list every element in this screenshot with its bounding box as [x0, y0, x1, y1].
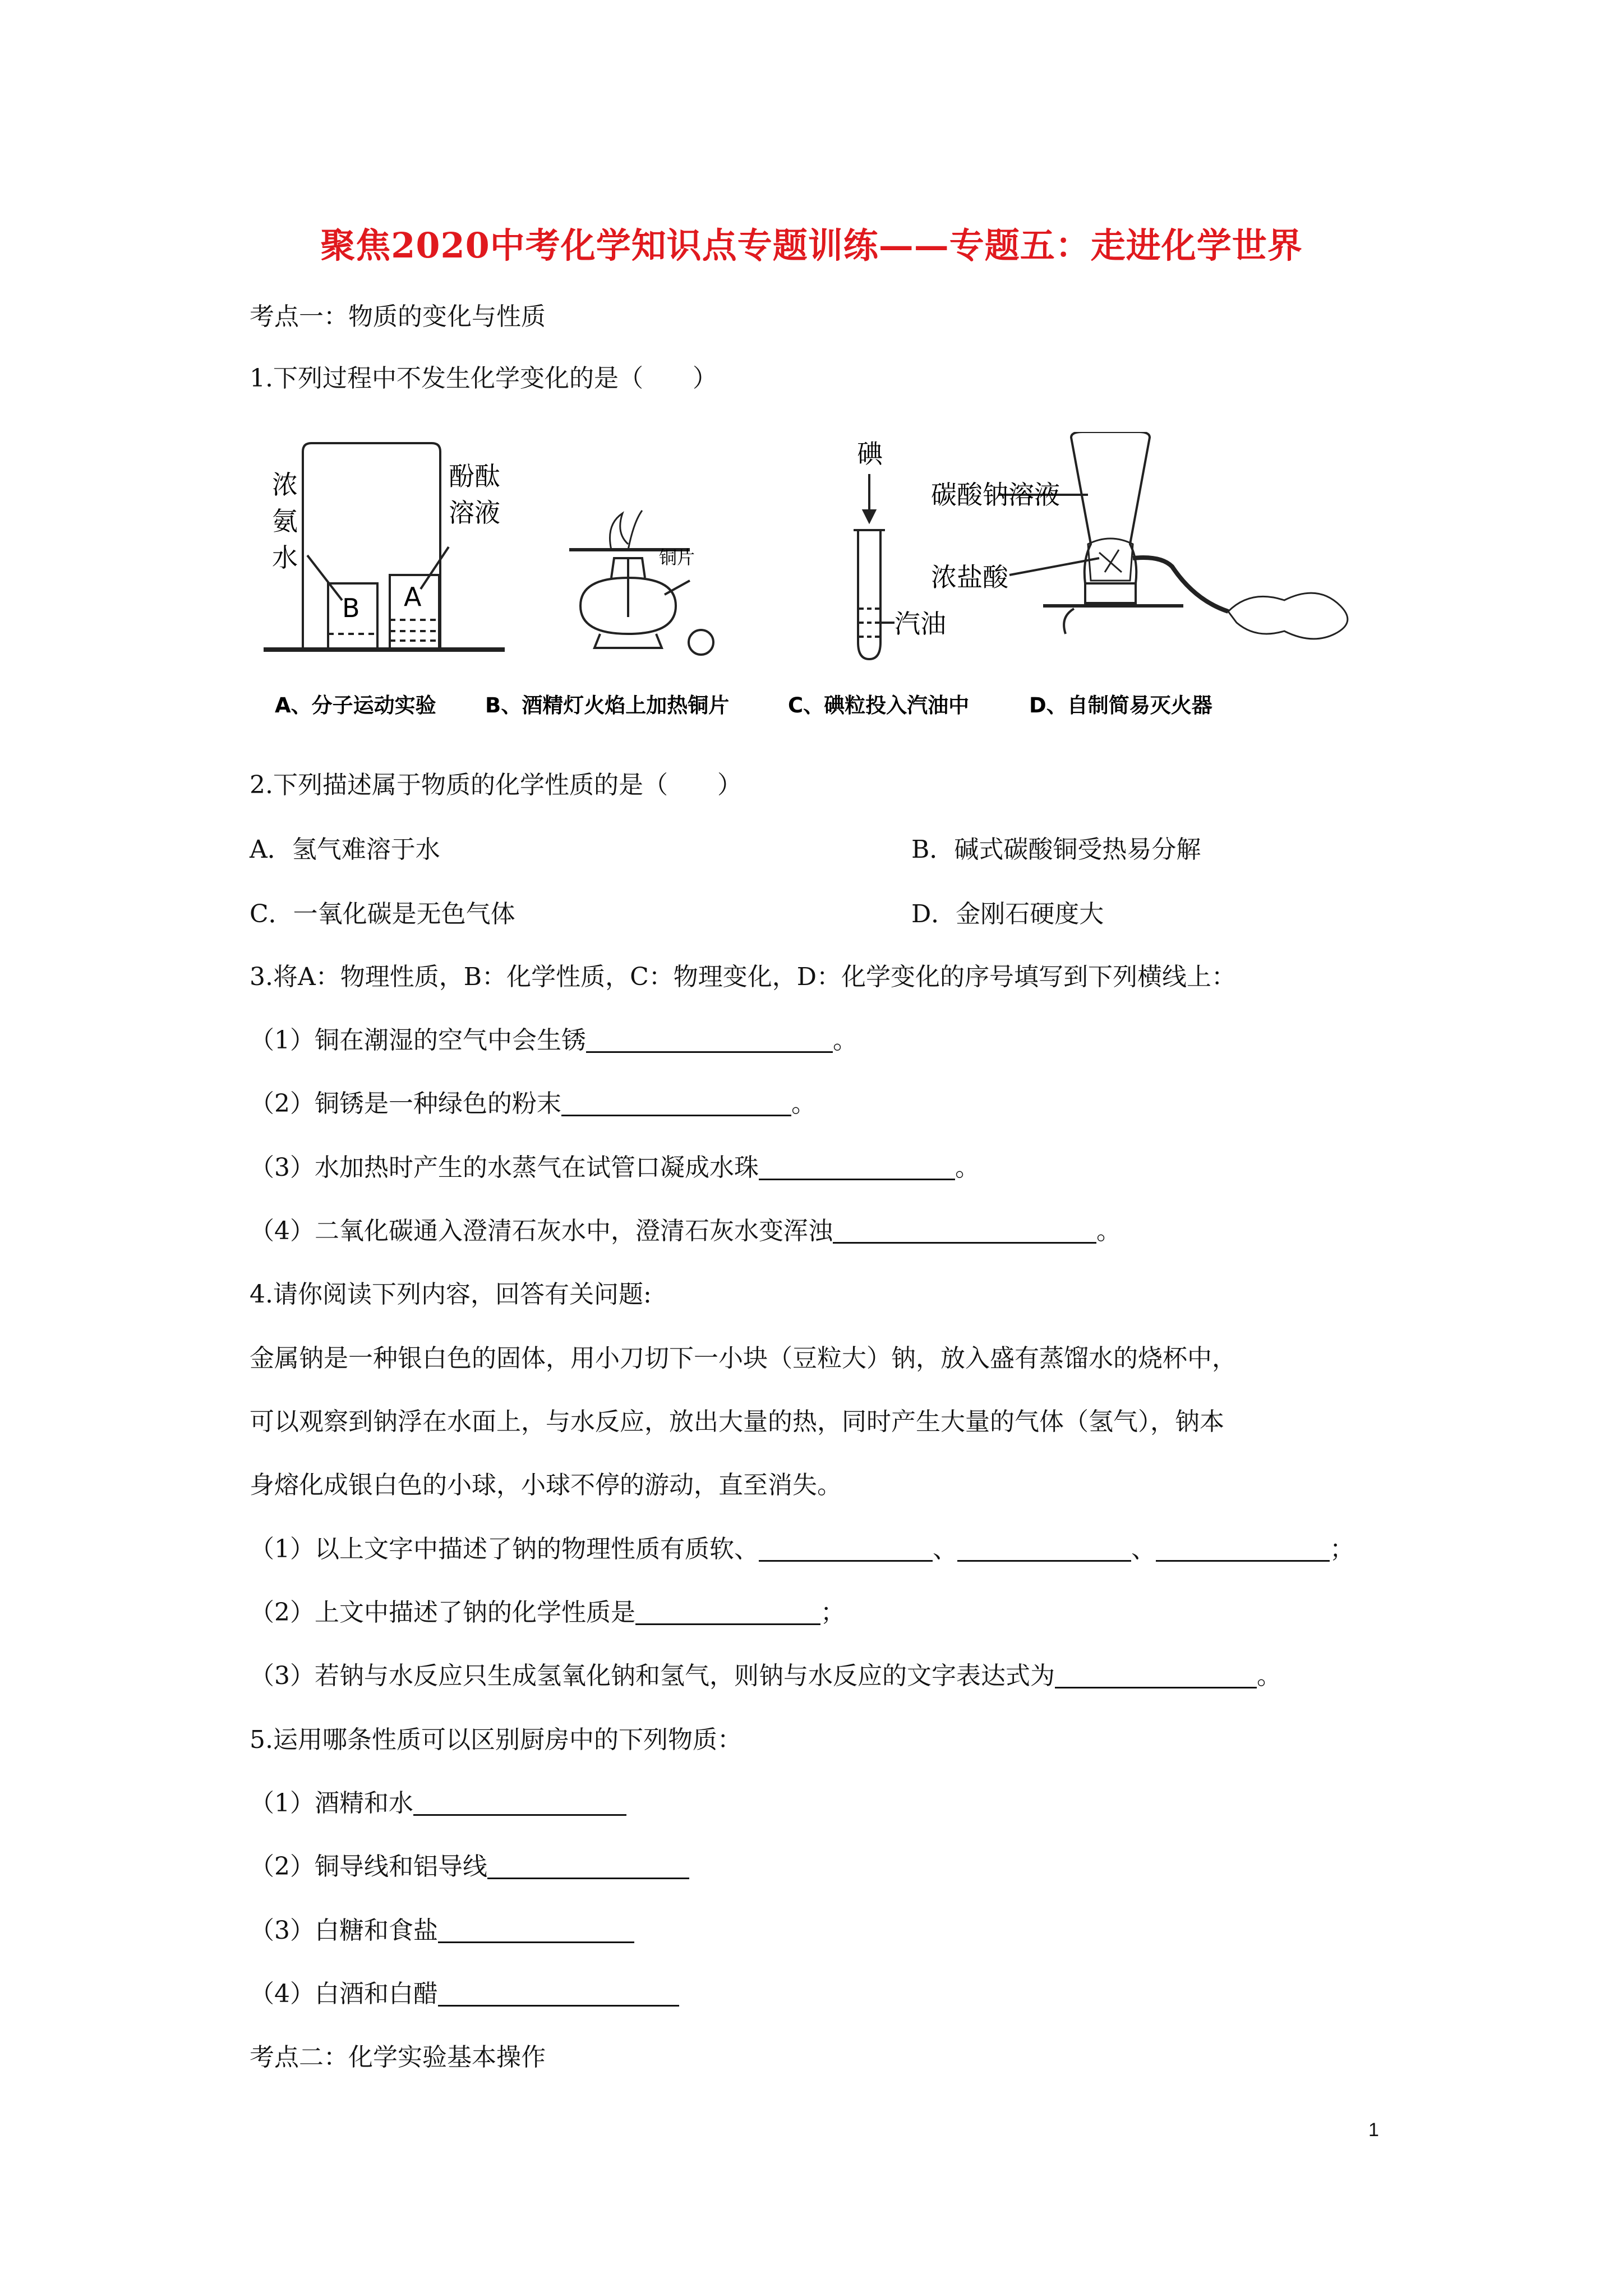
- question-5-stem: 5.运用哪条性质可以区别厨房中的下列物质：: [250, 1726, 742, 1754]
- answer-blank[interactable]: [561, 1088, 791, 1116]
- foam-spray: [1228, 593, 1348, 639]
- label-iodine: 碘: [857, 439, 883, 469]
- question-3-item-4: （4）二氧化碳通入澄清石灰水中，澄清石灰水变浑浊 。: [250, 1214, 1121, 1248]
- answer-blank[interactable]: [1156, 1533, 1330, 1562]
- caption-b: B、酒精灯火焰上加热铜片: [485, 693, 730, 717]
- label-beaker-a: A: [404, 582, 422, 612]
- question-4-item-1: （1）以上文字中描述了钠的物理性质有质软、 、 、 ；: [250, 1533, 1354, 1566]
- answer-blank[interactable]: [413, 1787, 626, 1816]
- option-c: C．一氧化碳是无色气体: [250, 900, 515, 928]
- section-heading-1: 考点一：物质的变化与性质: [250, 302, 546, 331]
- passage-line-2: 可以观察到钠浮在水面上，与水反应，放出大量的热，同时产生大量的气体（氢气），钠本: [250, 1407, 1224, 1436]
- answer-blank[interactable]: [635, 1596, 820, 1625]
- label-ammonia-1: 浓: [272, 470, 298, 500]
- option-d: D．金刚石硬度大: [911, 900, 1104, 928]
- question-3-item-3: （3）水加热时产生的水蒸气在试管口凝成水珠 。: [250, 1151, 980, 1185]
- question-3-item-1: （1）铜在潮湿的空气中会生锈 。: [250, 1024, 857, 1057]
- caption-d: D、自制简易灭火器: [1029, 693, 1212, 717]
- label-hcl: 浓盐酸: [931, 562, 1008, 592]
- answer-blank[interactable]: [833, 1215, 1096, 1244]
- question-5-item-3: （3）白糖和食盐: [250, 1914, 634, 1948]
- label-beaker-b: B: [342, 593, 360, 623]
- delivery-tube: [1133, 558, 1228, 611]
- label-gasoline: 汽油: [895, 609, 946, 639]
- answer-blank[interactable]: [438, 1978, 679, 2007]
- stopper: [1085, 583, 1136, 603]
- page-title: 聚焦2020中考化学知识点专题训练——专题五：走进化学世界: [320, 225, 1303, 266]
- question-5-item-4: （4）白酒和白醋: [250, 1977, 679, 2011]
- bell-jar: [303, 443, 440, 650]
- answer-blank[interactable]: [1055, 1660, 1257, 1688]
- answer-blank[interactable]: [487, 1851, 689, 1879]
- label-ammonia-3: 水: [272, 542, 298, 573]
- question-3-stem: 3.将A：物理性质，B：化学性质，C：物理变化，D：化学变化的序号填写到下列横线上：: [250, 963, 1237, 991]
- answer-blank[interactable]: [759, 1533, 933, 1562]
- question-2-stem: 2.下列描述属于物质的化学性质的是（ ）: [250, 771, 742, 799]
- question-5-item-1: （1）酒精和水: [250, 1787, 626, 1820]
- answer-blank[interactable]: [759, 1152, 955, 1180]
- label-phenolphthalein: 酚酞: [449, 461, 500, 491]
- question-3-item-2: （2）铜锈是一种绿色的粉末 。: [250, 1087, 816, 1121]
- label-solution: 溶液: [449, 498, 500, 528]
- option-b: B．碱式碳酸铜受热易分解: [911, 835, 1201, 864]
- passage-line-3: 身熔化成银白色的小球，小球不停的游动，直至消失。: [250, 1471, 842, 1499]
- label-sodium-carbonate: 碳酸钠溶液: [931, 480, 1060, 510]
- section-heading-2: 考点二：化学实验基本操作: [250, 2043, 546, 2072]
- page-number: 1: [1368, 2119, 1379, 2141]
- answer-blank[interactable]: [586, 1024, 833, 1053]
- option-a: A．氢气难溶于水: [250, 835, 440, 864]
- passage-line-1: 金属钠是一种银白色的固体，用小刀切下一小块（豆粒大）钠，放入盛有蒸馏水的烧杯中，: [250, 1344, 1237, 1373]
- label-copper: 铜片: [659, 547, 695, 568]
- caption-a: A、分子运动实验: [275, 693, 436, 717]
- question-1-stem: 1.下列过程中不发生化学变化的是（ ）: [250, 364, 717, 393]
- answer-blank[interactable]: [438, 1915, 634, 1943]
- label-ammonia-2: 氨: [272, 506, 298, 536]
- question-4-stem: 4.请你阅读下列内容，回答有关问题:: [250, 1280, 652, 1309]
- question-4-item-2: （2）上文中描述了钠的化学性质是 ；: [250, 1596, 845, 1630]
- question-5-item-2: （2）铜导线和铝导线: [250, 1850, 689, 1884]
- caption-c: C、碘粒投入汽油中: [788, 693, 970, 717]
- question-4-item-3: （3）若钠与水反应只生成氢氧化钠和氢气，则钠与水反应的文字表达式为 。: [250, 1659, 1281, 1693]
- experiment-figure: [264, 432, 1385, 724]
- answer-blank[interactable]: [957, 1533, 1131, 1562]
- test-tube: [858, 530, 880, 659]
